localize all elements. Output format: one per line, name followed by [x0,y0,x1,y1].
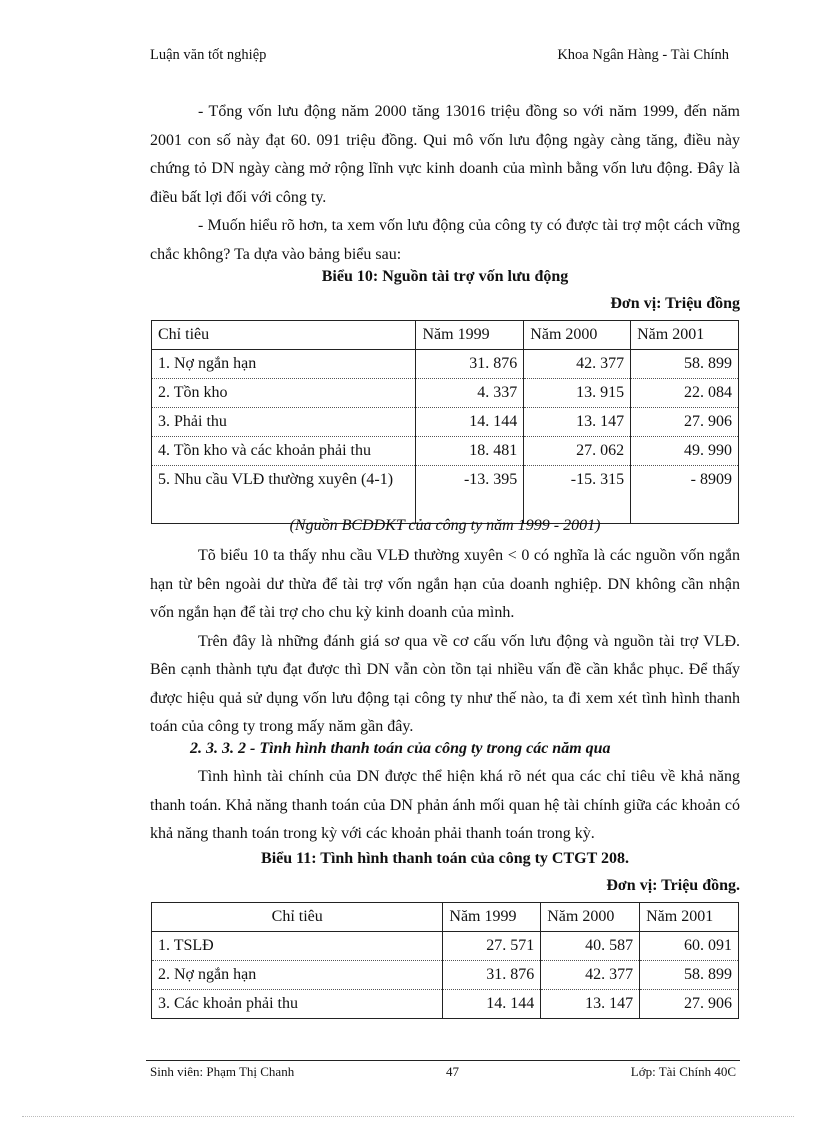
table-cell-value: -13. 395 [416,466,524,524]
paragraph: Tõ biểu 10 ta thấy nhu cầu VLĐ thường xuyên < 0 có nghĩa là các nguồn vốn ngắn hạn từ bên ngoài dư thừa để tài trợ vốn ngắn hạn của doanh nghiệp. DN không cần nhận vốn ngắn hạn để tài trợ cho chu kỳ kinh doanh của mình. [150,547,740,621]
table-row [152,350,739,379]
table-cell-label: 4. Tồn kho và các khoản phải thu [152,437,416,466]
table-cell-value: 42. 377 [524,350,631,379]
paragraph: - Tổng vốn lưu động năm 2000 tăng 13016 triệu đồng so với năm 1999, đến năm 2001 con số này đạt 60. 091 triệu đồng. Qui mô vốn lưu động ngày càng tăng, điều này chứng tỏ DN ngày càng mở rộng lĩnh vực kinh doanh của mình bằng vốn lưu động. Đây là điều bất lợi đối với công ty. [150,103,740,206]
table2-header-row [152,903,739,932]
table-cell-value: 31. 876 [443,961,541,990]
header-faculty-label: Khoa Ngân Hàng - Tài Chính [557,47,729,63]
table2-caption: Biểu 11: Tình hình thanh toán của công ty CTGT 208. [261,850,629,867]
table-cell-label: 1. TSLĐ [152,932,443,961]
paragraph-block-2 [150,542,740,742]
table-cell-value: 27. 571 [443,932,541,961]
table-row [152,437,739,466]
table1-unit: Đơn vị: Triệu đồng [610,295,740,312]
table-cell-value: 27. 906 [631,408,739,437]
paragraph-block-1 [150,98,740,269]
table-row [152,379,739,408]
footer-class-label: Lớp: Tài Chính 40C [630,1064,736,1079]
table-cell-label: 2. Tồn kho [152,379,416,408]
table2-unit: Đơn vị: Triệu đồng. [606,877,740,894]
table-cell-value: 42. 377 [541,961,640,990]
table-row [152,408,739,437]
table-cell-value: 60. 091 [640,932,739,961]
table-cell-value: 14. 144 [416,408,524,437]
table-row [152,961,739,990]
table1-header-cell: Năm 2000 [524,321,631,350]
table-cell-value: 40. 587 [541,932,640,961]
table-row [152,466,739,524]
table-cell-label: 5. Nhu cầu VLĐ thường xuyên (4-1) [152,466,416,524]
table-cell-value: 13. 915 [524,379,631,408]
table-cell-value: 58. 899 [631,350,739,379]
table-cell-value: 27. 062 [524,437,631,466]
footer-page-number: 47 [446,1064,459,1079]
table2-header-cell: Năm 2001 [640,903,739,932]
table-cell-value: 14. 144 [443,990,541,1019]
table-row [152,990,739,1019]
page-bottom-dotted-divider [22,1116,794,1117]
footer-divider [146,1060,740,1061]
table-cell-value: -15. 315 [524,466,631,524]
table-cell-value: - 8909 [631,466,739,524]
section-heading: 2. 3. 3. 2 - Tình hình thanh toán của công ty trong các năm qua [190,740,611,757]
table1-header-cell: Chỉ tiêu [152,321,416,350]
table-cell-value: 58. 899 [640,961,739,990]
table1 [151,320,739,524]
paragraph: Tình hình tài chính của DN được thể hiện khá rõ nét qua các chỉ tiêu về khả năng thanh toán. Khả năng thanh toán của DN phản ánh mối quan hệ tài chính giữa các khoản có khả năng thanh toán trong kỳ với các khoản phải thanh toán trong kỳ. [150,768,740,842]
table-cell-label: 3. Các khoản phải thu [152,990,443,1019]
table-cell-value: 22. 084 [631,379,739,408]
table-cell-label: 3. Phải thu [152,408,416,437]
table-cell-value: 27. 906 [640,990,739,1019]
table1-header-cell: Năm 1999 [416,321,524,350]
table2-header-cell: Năm 1999 [443,903,541,932]
table-cell-value: 49. 990 [631,437,739,466]
table1-header-cell: Năm 2001 [631,321,739,350]
table2 [151,902,739,1019]
paragraph-block-3 [150,763,740,849]
table-cell-label: 2. Nợ ngắn hạn [152,961,443,990]
footer-student-name: Sinh viên: Phạm Thị Chanh [150,1064,295,1079]
table2-header-cell: Chỉ tiêu [152,903,443,932]
table-cell-value: 13. 147 [524,408,631,437]
table-cell-value: 18. 481 [416,437,524,466]
table1-source-note: (Nguồn BCDDKT của công ty năm 1999 - 2001) [289,517,601,534]
table1-caption: Biểu 10: Nguồn tài trợ vốn lưu động [321,268,569,285]
table-cell-value: 31. 876 [416,350,524,379]
table2-header-cell: Năm 2000 [541,903,640,932]
paragraph: Trên đây là những đánh giá sơ qua về cơ cấu vốn lưu động và nguồn tài trợ VLĐ. Bên cạnh thành tựu đạt được thì DN vẫn còn tồn tại nhiều vấn đề cần khắc phục. Để thấy được hiệu quả sử dụng vốn lưu động tại công ty như thế nào, ta đi xem xét tình hình thanh toán của công ty trong mấy năm gần đây. [150,632,740,735]
table-cell-value: 4. 337 [416,379,524,408]
table-cell-label: 1. Nợ ngắn hạn [152,350,416,379]
header-thesis-label: Luận văn tốt nghiệp [150,47,267,63]
table-row [152,932,739,961]
table1-header-row [152,321,739,350]
paragraph: - Muốn hiểu rõ hơn, ta xem vốn lưu động của công ty có được tài trợ một cách vững chắc không? Ta dựa vào bảng biểu sau: [150,217,740,263]
table-cell-value: 13. 147 [541,990,640,1019]
